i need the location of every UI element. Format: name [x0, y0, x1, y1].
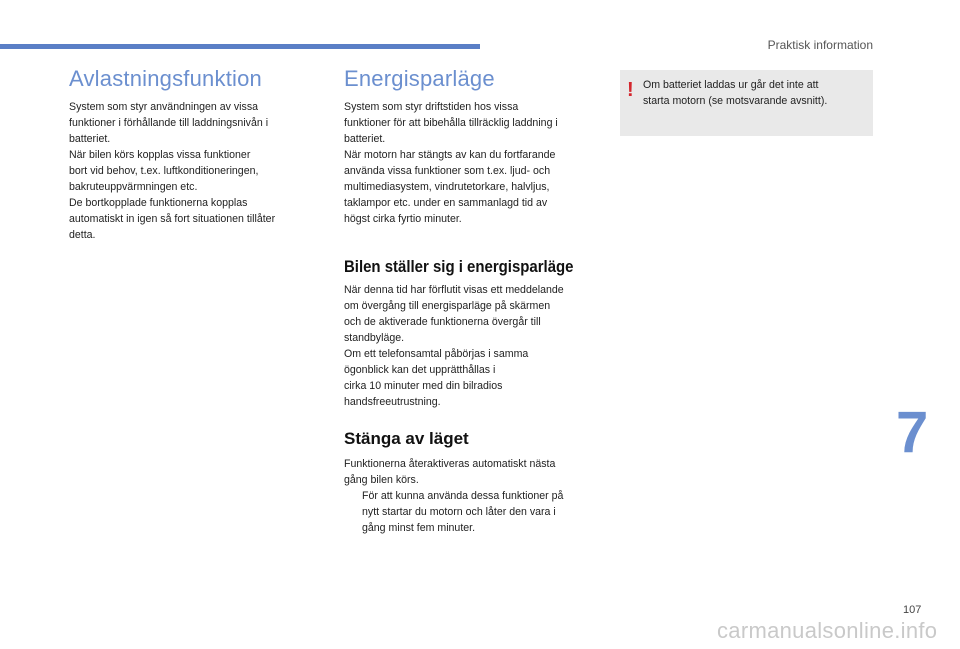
stanga-av-body: Funktionerna återaktiveras automatiskt nästa gång bilen körs.: [344, 458, 556, 486]
bullet-text: För att kunna använda dessa funktioner på nytt startar du motorn och låter den vara i gång minst fem minuter.: [362, 490, 564, 534]
watermark: carmanualsonline.info: [717, 618, 938, 643]
energispar-sub1-body: När denna tid har förflutit visas ett meddelande om övergång till energisparläge på skärmen och de aktiverade funktionerna övergår till standbyläge. Om ett telefonsamtal påbörjas i samma ögonblick kan det upprätthållas i cirka 10 minuter med din bilradios handsfreeutrustning.: [344, 284, 564, 408]
heading-avlastningsfunktion: Avlastningsfunktion: [69, 66, 262, 91]
header-accent-bar: [0, 44, 480, 49]
avlastning-body: System som styr användningen av vissa funktioner i förhållande till laddningsnivån i batteriet. När bilen körs kopplas vissa funktioner bort vid behov, t.ex. luftkonditioneringen, bakruteuppvärmningen etc. De bortkopplade funktionerna kopplas automatiskt in igen så fort situationen tillåter detta.: [69, 101, 276, 241]
energispar-body: System som styr driftstiden hos vissa funktioner för att bibehålla tillräcklig laddning i batteriet. När motorn har stängts av kan du fortfarande använda vissa funktioner som t.ex. ljud- och multimediasystem, vindrutetorkare, halvljus, taklampor etc. under en sammanlagd tid av högst cirka fyrtio minuter.: [344, 101, 558, 225]
subheading-stanga-av: Stänga av läget: [344, 429, 469, 448]
chapter-number: 7: [896, 400, 929, 465]
warning-text: Om batteriet laddas ur går det inte att starta motorn (se motsvarande avsnitt).: [643, 79, 828, 107]
section-label: Praktisk information: [767, 38, 873, 52]
heading-energisparlage: Energisparläge: [344, 66, 495, 91]
page-number: 107: [903, 604, 922, 616]
warning-icon: !: [627, 79, 634, 101]
subheading-energisparlage: Bilen ställer sig i energisparläge: [344, 257, 574, 276]
